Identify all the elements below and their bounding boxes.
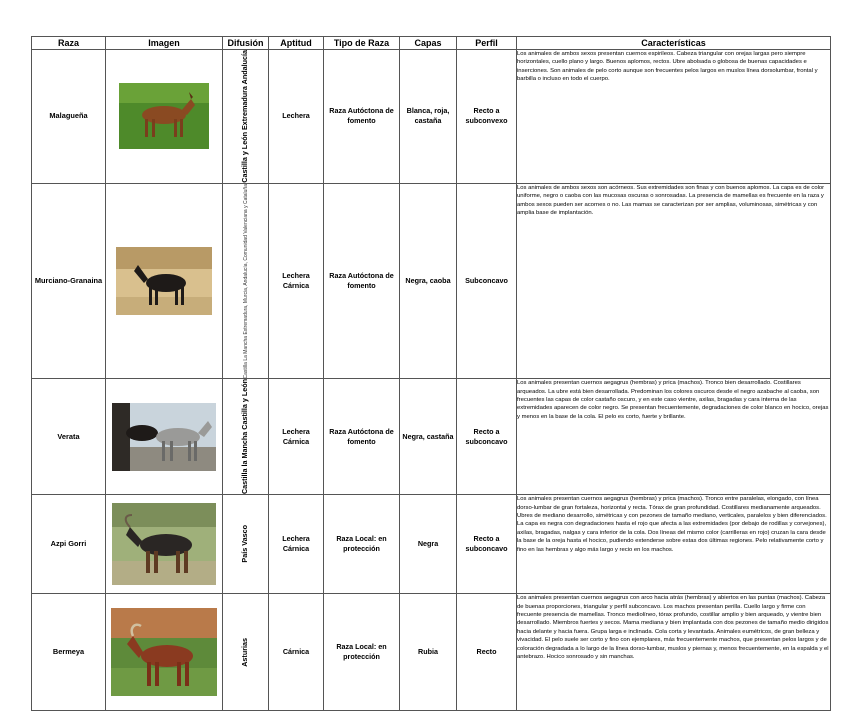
breed-difusion: País Vasco [240,525,250,564]
breed-capas: Negra [400,495,457,594]
breed-image-cell [106,495,223,594]
breed-difusion-cell [223,379,269,495]
breeds-table [31,36,831,711]
breed-difusion: Castilla la Mancha Castilla y León [240,379,250,495]
breed-tipo: Raza Autóctona de fomento [324,379,400,495]
breed-perfil: Recto [457,594,517,711]
breed-name: Verata [32,379,106,495]
breed-difusion: Asturias [240,637,250,667]
breed-caracteristicas: Los animales presentan cuernos aegagrus (hembras) y prica (machos). Tronco bien desarrollado. Costillares arqueados. La ubre está bien desarrollada. Predominan los colores oscuros desde el negro azabache al caoba, son frecuentes las capas de color castaño oscuro, y en este caso vientre, axilas, bragadas y cara interna de las extremidades aparecen de color negro. Se presentan frecuentemente, degradaciones de color blanco en hocico, orejas y menos en la base de la cola. El pelo es corto, fuerte y brillante. [517,379,831,495]
breed-aptitud: Lechera Cárnica [269,379,324,495]
table-row [32,495,831,594]
breed-image-cell [106,594,223,711]
breed-aptitud: Cárnica [269,594,324,711]
header-row [32,37,831,50]
azpi-gorri-goat-photo [112,503,216,585]
breed-difusion-cell [223,50,269,184]
breed-difusion: Castilla La Mancha Extremadura, Murcia, Andalucía, Comunidad Valenciana y Cataluña [242,183,249,379]
table-row [32,379,831,495]
breed-capas: Rubia [400,594,457,711]
malaguena-goat-photo [119,83,209,149]
breed-aptitud: Lechera Cárnica [269,495,324,594]
breed-name: Malagueña [32,50,106,184]
breed-aptitud: Lechera [269,50,324,184]
breed-image-cell [106,379,223,495]
breed-aptitud: Lechera Cárnica [269,183,324,378]
breed-tipo: Raza Local: en protección [324,594,400,711]
header-tipo: Tipo de Raza [324,37,400,50]
breed-caracteristicas: Los animales presentan cuernos aegagrus (hembras) y prica (machos). Tronco entre paralelas, elongado, con línea dorso-lumbar de gran fortaleza, horizontal y recta. Tórax de gran profundidad. Costillares medianamente arqueados. Ubres de mediano desarrollo, simétricas y con pezones de tamaño mediano, verticales, paralelos y bien diferenciados. La capa es negra con degradaciones hasta el rojo que afecta a las extremidades (por debajo de rodillas y corvejones), axilas, bragadas, nalgas y cara inferior de la cola. Dos líneas del mismo color (carrilleras en rojo) cruzan la cara desde la base de la oreja hasta el hocico, pudiendo extenderse sobre estas dos últimas regiones. Pelo relativamente corto y fino en las hembras y algo más largo y recio en los machos. [517,495,831,594]
bermeya-goat-photo [111,608,217,696]
breed-caracteristicas: Los animales de ambos sexos son acórneos. Sus extremidades son finas y con buenos aplomos. La capa es de color uniforme, negro o caoba con las mucosas oscuras o sonrosadas. La presencia de mamellas es frecuente en la raza y ambos sexos pueden ser acornes o no. Las mamas se caracterizan por ser amplias, voluminosas, simétricas y con amplia base de implantación. [517,183,831,378]
table-row [32,50,831,184]
breed-caracteristicas: Los animales presentan cuernos aegagrus con arco hacia atrás (hembras) y abiertos en las puntas (machos). Cabeza de buenas proporciones, triangular y perfil subconcavo. Los machos presentan perilla. Cuello largo y firme con frecuente presencia de mamellas. Tronco mediolíneo, tórax profundo, costillar amplio y bien arqueado, y vientre bien desarrollado. Miembros fuertes y secos. Mama mediana y bien implantada con dos pezones de tamaño medio dirigidos hacia delante y hacia fuera. Grupa larga e inclinada. Cola corta y levantada. Animales eumétricos, de gran belleza y vivacidad. El pelo suele ser corto y fino con ejemplares, más frecuentemente machos, que presentan pelos largos y de coloración degradada a lo largo de la línea dorso-lumbar, muslos y piernas y, menos frecuentemente, en la espalda y el antebrazo. Hocico sonrosado y sin manchas. [517,594,831,711]
breed-tipo: Raza Autóctona de fomento [324,183,400,378]
header-capas: Capas [400,37,457,50]
header-aptitud: Aptitud [269,37,324,50]
breed-perfil: Recto a subconvexo [457,50,517,184]
table-row [32,183,831,378]
breed-image-cell [106,183,223,378]
murciano-goat-photo [116,247,212,315]
header-difusion: Difusión [223,37,269,50]
header-raza: Raza [32,37,106,50]
breed-caracteristicas: Los animales de ambos sexos presentan cuernos espirileos. Cabeza triangular con orejas largas pero siempre horizontales, cuello plano y largo. Buenos aplomos, rectos. Ubre abolsada o globosa de buenas capacidades e inserciones. Son animales de pelo corto aunque son frecuentes pelos largos en muslos línea dorsolumbar, frontal y barbilla o incluso en todo el cuerpo. [517,50,831,184]
breed-tipo: Raza Autóctona de fomento [324,50,400,184]
header-caracteristicas: Características [517,37,831,50]
breed-perfil: Subconcavo [457,183,517,378]
breed-perfil: Recto a subconcavo [457,379,517,495]
breed-capas: Negra, caoba [400,183,457,378]
breed-perfil: Recto a subconcavo [457,495,517,594]
table-row [32,594,831,711]
breed-difusion-cell [223,183,269,378]
breed-difusion: Castilla y León Extremadura Andalucía [240,50,250,183]
breed-tipo: Raza Local: en protección [324,495,400,594]
breed-difusion-cell [223,594,269,711]
breed-difusion-cell [223,495,269,594]
breed-name: Azpi Gorri [32,495,106,594]
header-perfil: Perfil [457,37,517,50]
verata-goat-photo [112,403,216,471]
breed-capas: Negra, castaña [400,379,457,495]
breed-capas: Blanca, roja, castaña [400,50,457,184]
breed-name: Murciano-Granaina [32,183,106,378]
header-imagen: Imagen [106,37,223,50]
breed-name: Bermeya [32,594,106,711]
breed-image-cell [106,50,223,184]
